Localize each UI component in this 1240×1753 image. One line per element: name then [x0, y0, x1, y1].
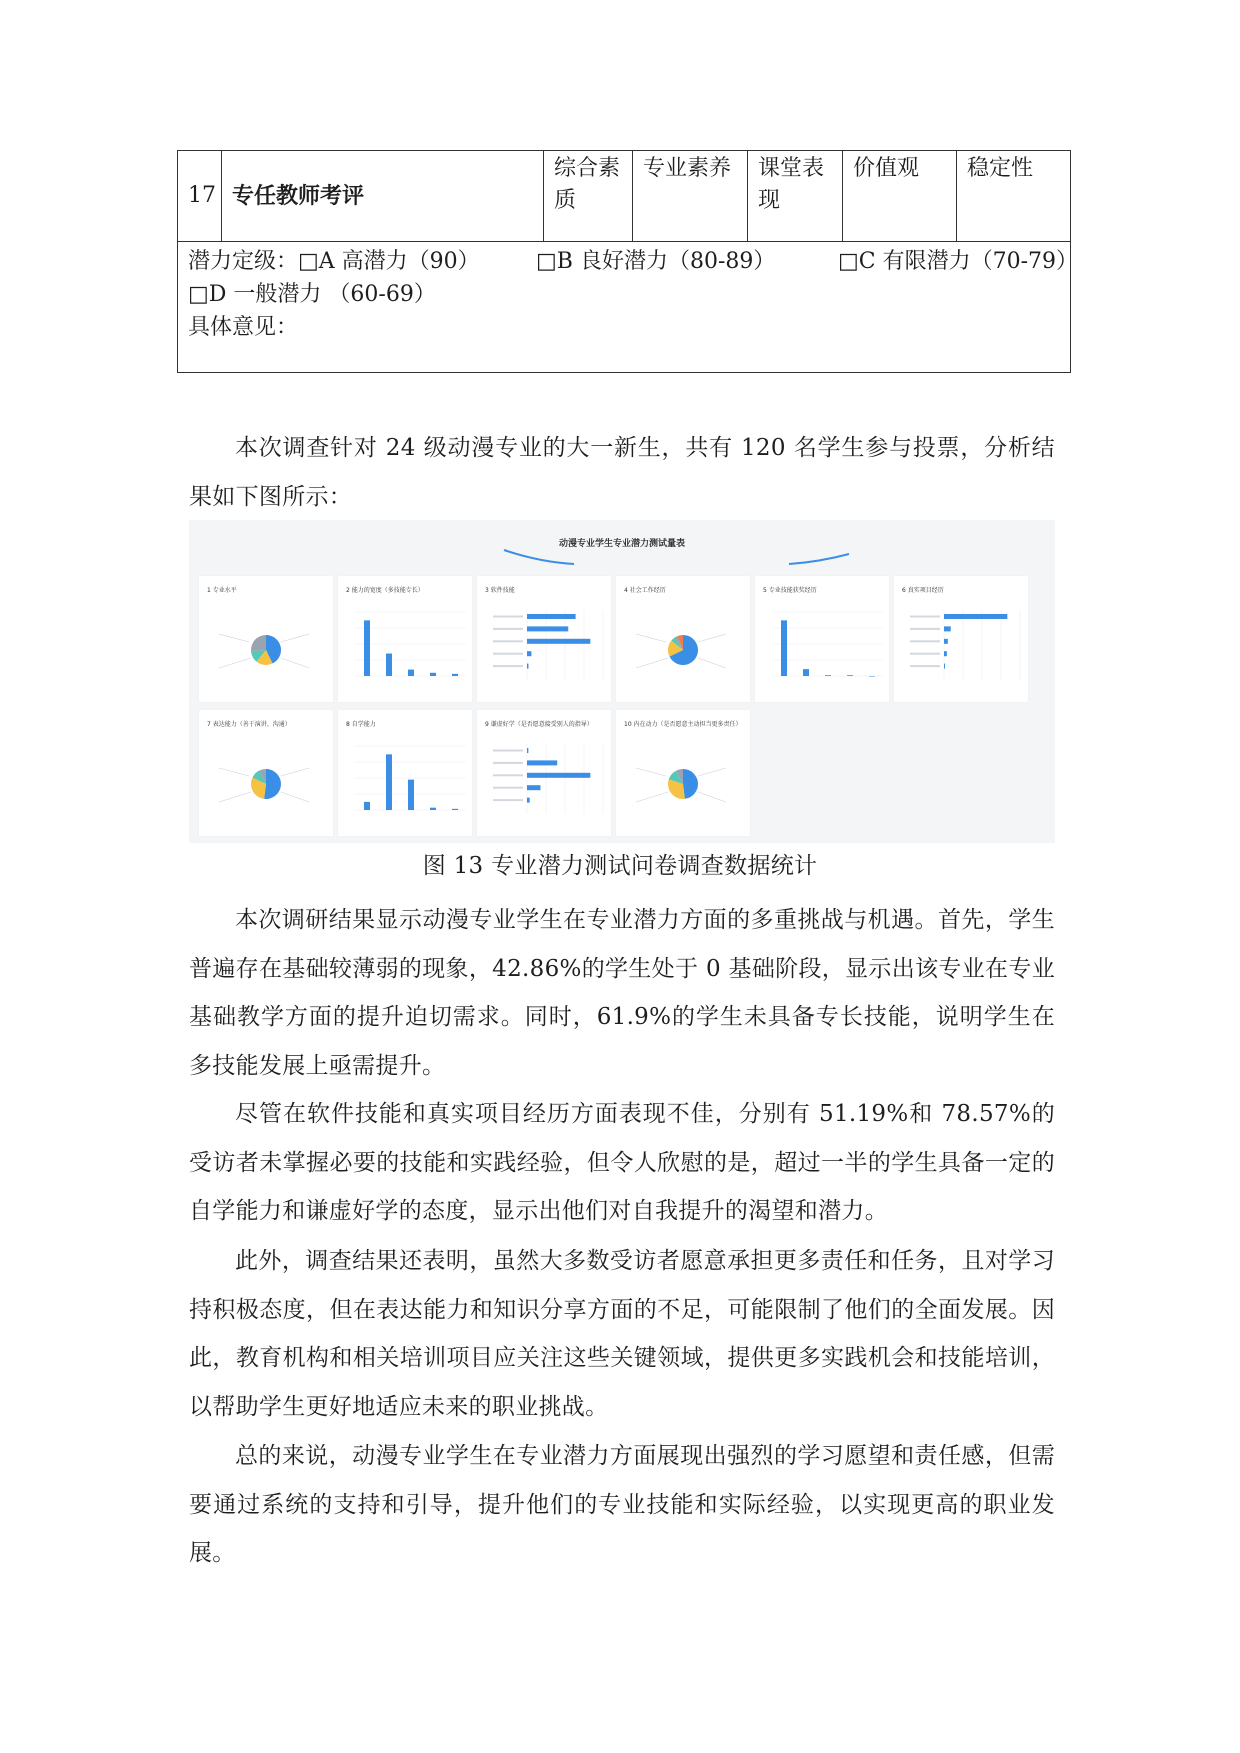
chart-panel-title: 10 内在动力（是否愿意主动担当更多责任） — [624, 721, 742, 728]
category-label-placeholder — [910, 640, 940, 642]
level-line-3 — [188, 312, 1060, 345]
bar — [452, 674, 458, 676]
bar — [364, 620, 370, 676]
chart-canvas — [894, 576, 1028, 702]
category-label-placeholder — [493, 640, 523, 642]
bar — [408, 670, 414, 676]
pie-leader-line — [219, 792, 251, 802]
column-comprehensive-quality: 综合素质 — [544, 151, 633, 242]
chart-canvas — [616, 576, 750, 702]
level-line-2 — [188, 279, 1060, 312]
category-label-placeholder — [493, 653, 523, 655]
bar — [869, 676, 875, 677]
bar — [944, 664, 945, 669]
bar — [527, 785, 540, 790]
chart-panel-7 — [199, 710, 333, 836]
chart-panel-title: 7 表达能力（善于演讲、沟通） — [207, 721, 291, 728]
figure-title: 动漫专业学生专业潜力测试量表 — [558, 539, 685, 549]
chart-canvas — [338, 576, 472, 702]
chart-panel-1 — [199, 576, 333, 702]
column-classroom-performance: 课堂表现 — [748, 151, 843, 242]
paragraph-4: 总的来说，动漫专业学生在专业潜力方面展现出强烈的学习愿望和责任感，但需要通过系统的支持和引导，提升他们的专业技能和实际经验，以实现更高的职业发展。 — [189, 1443, 1055, 1566]
level-label: 潜力定级： — [188, 249, 299, 274]
chart-panel-title: 9 谦虚好学（是否愿意接受别人的指导） — [485, 721, 593, 728]
category-label-placeholder — [493, 799, 523, 801]
pie-leader-line — [636, 768, 666, 776]
category-label-placeholder — [493, 616, 523, 618]
chart-canvas — [477, 710, 611, 836]
bar — [944, 626, 951, 631]
bar — [386, 754, 392, 810]
chart-panel-4 — [616, 576, 750, 702]
bar — [781, 620, 787, 676]
chart-canvas — [477, 576, 611, 702]
potential-level-row — [178, 242, 1071, 373]
category-label-placeholder — [910, 616, 940, 618]
pie-leader-line — [281, 634, 309, 642]
chart-canvas — [199, 576, 333, 702]
bar — [803, 669, 809, 676]
bar — [527, 760, 557, 765]
category-label-placeholder — [493, 774, 523, 776]
bar — [430, 673, 436, 676]
level-line-1 — [188, 246, 1079, 279]
bar — [364, 802, 370, 810]
pie-leader-line — [698, 634, 726, 642]
pie-slice — [683, 769, 698, 799]
item-title: 专任教师考评 — [222, 151, 544, 242]
teacher-evaluation-table — [177, 150, 1079, 373]
pie-leader-line — [698, 792, 726, 802]
pie-leader-line — [698, 768, 726, 776]
pie-leader-line — [281, 792, 309, 802]
bar — [527, 773, 590, 778]
figure-decoration — [189, 520, 1055, 580]
bar — [944, 639, 948, 644]
bar — [527, 626, 568, 631]
pie-leader-line — [698, 658, 726, 668]
chart-canvas — [616, 710, 750, 836]
chart-canvas — [755, 576, 889, 702]
potential-level-cell — [178, 242, 1079, 373]
paragraph-1: 本次调研结果显示动漫专业学生在专业潜力方面的多重挑战与机遇。首先，学生普遍存在基础较薄弱的现象，42.86%的学生处于 0 基础阶段，显示出该专业在专业基础教学方面的提升迫切需求。同时，61.9%的学生未具备专长技能，说明学生在多技能发展上亟需提升。 — [189, 907, 1055, 1079]
category-label-placeholder — [493, 750, 523, 752]
bar — [847, 675, 853, 676]
chart-panel-8 — [338, 710, 472, 836]
category-label-placeholder — [493, 628, 523, 630]
bar — [527, 664, 528, 669]
opinion-label: 具体意见： — [188, 315, 299, 340]
column-stability: 稳定性 — [957, 151, 1071, 242]
category-label-placeholder — [910, 653, 940, 655]
category-label-placeholder — [493, 787, 523, 789]
column-values: 价值观 — [843, 151, 957, 242]
paragraph-2: 尽管在软件技能和真实项目经历方面表现不佳，分别有 51.19%和 78.57%的受访者未掌握必要的技能和实践经验，但令人欣慰的是，超过一半的学生具备一定的自学能力和谦虚好学的态度，显示出他们对自我提升的渴望和潜力。 — [189, 1101, 1055, 1224]
level-a-checkbox[interactable]: □A 高潜力（90） — [298, 249, 480, 274]
bar — [944, 614, 1007, 619]
pie-slice — [264, 769, 281, 799]
chart-panel-title: 4 社会工作经历 — [624, 587, 666, 594]
level-b-checkbox[interactable]: □B 良好潜力（80-89） — [536, 249, 776, 274]
bar — [825, 675, 831, 676]
bar — [527, 639, 590, 644]
item-number: 17 — [178, 151, 222, 242]
bar — [527, 651, 531, 656]
chart-panel-10 — [616, 710, 750, 836]
chart-panel-title: 2 能力的宽度（多技能专长） — [346, 587, 424, 594]
pie-leader-line — [636, 792, 668, 802]
level-c-checkbox[interactable]: □C 有限潜力（70-79） — [838, 249, 1079, 274]
pie-leader-line — [636, 658, 668, 668]
figure-caption: 图 13 专业潜力测试问卷调查数据统计 — [422, 853, 818, 879]
chart-panel-title: 5 专业技能获奖经历 — [763, 587, 817, 594]
pie-leader-line — [219, 768, 249, 776]
intro-paragraph: 本次调查针对 24 级动漫专业的大一新生，共有 120 名学生参与投票，分析结果如下图所示： — [189, 435, 1055, 510]
table-header-row — [178, 151, 1071, 242]
category-label-placeholder — [910, 665, 940, 667]
pie-leader-line — [281, 658, 309, 668]
bar — [944, 651, 947, 656]
bar — [452, 809, 458, 810]
chart-panel-2 — [338, 576, 472, 702]
chart-panel-3 — [477, 576, 611, 702]
pie-leader-line — [219, 634, 249, 642]
chart-panel-5 — [755, 576, 889, 702]
pie-slice — [251, 635, 266, 651]
bar — [527, 614, 576, 619]
bar — [386, 654, 392, 676]
chart-canvas — [199, 710, 333, 836]
category-label-placeholder — [910, 628, 940, 630]
chart-panel-title: 8 自学能力 — [346, 721, 376, 728]
level-d-checkbox[interactable]: □D 一般潜力 （60-69） — [188, 282, 436, 307]
chart-panel-title: 1 专业水平 — [207, 587, 237, 594]
pie-leader-line — [219, 658, 251, 668]
chart-panel-9 — [477, 710, 611, 836]
bar — [527, 798, 530, 803]
chart-panel-title: 6 真实项目经历 — [902, 587, 944, 594]
chart-panel-title: 3 软件技能 — [485, 587, 515, 594]
chart-panel-6 — [894, 576, 1028, 702]
pie-leader-line — [281, 768, 309, 776]
category-label-placeholder — [493, 665, 523, 667]
bar — [408, 780, 414, 810]
category-label-placeholder — [493, 762, 523, 764]
chart-canvas — [338, 710, 472, 836]
pie-leader-line — [636, 634, 666, 642]
bar — [527, 748, 528, 753]
paragraph-3: 此外，调查结果还表明，虽然大多数受访者愿意承担更多责任和任务，且对学习持积极态度，但在表达能力和知识分享方面的不足，可能限制了他们的全面发展。因此，教育机构和相关培训项目应关注这些关键领域，提供更多实践机会和技能培训，以帮助学生更好地适应未来的职业挑战。 — [189, 1248, 1055, 1420]
bar — [430, 808, 436, 810]
column-professional-literacy: 专业素养 — [633, 151, 748, 242]
survey-figure — [189, 520, 1055, 843]
